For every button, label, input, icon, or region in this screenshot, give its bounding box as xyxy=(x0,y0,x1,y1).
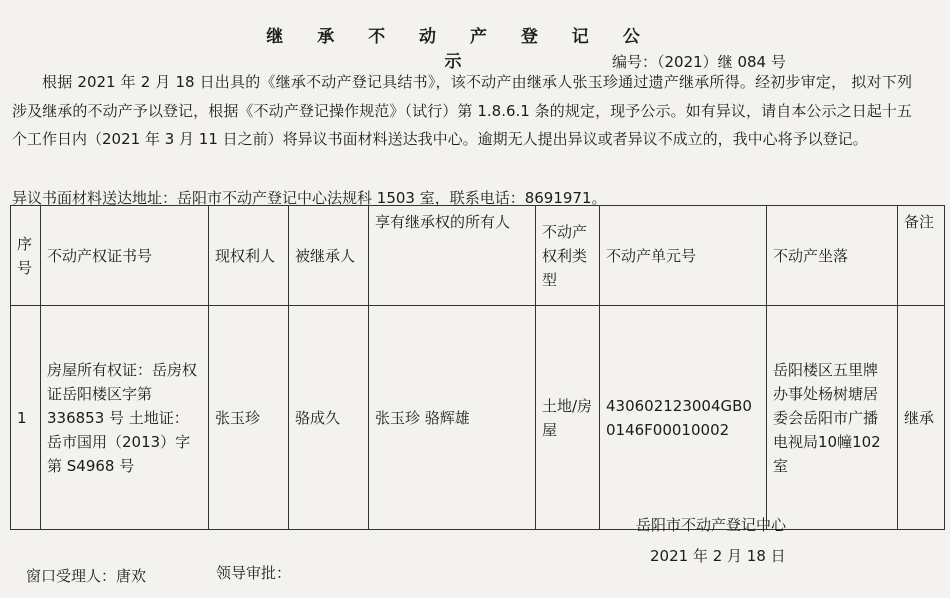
cell-owner: 张玉珍 xyxy=(209,306,289,530)
cell-seq: 1 xyxy=(11,306,41,530)
header-heirs: 享有继承权的所有人 xyxy=(369,206,536,306)
cell-location: 岳阳楼区五里牌办事处杨树塘居委会岳阳市广播电视局10幢102室 xyxy=(767,306,898,530)
header-right-type: 不动产权利类型 xyxy=(536,206,600,306)
header-owner: 现权利人 xyxy=(209,206,289,306)
cell-remark: 继承 xyxy=(898,306,945,530)
objection-address: 异议书面材料送达地址：岳阳市不动产登记中心法规科 1503 室，联系电话：8691971。 xyxy=(12,189,607,207)
header-unit-no: 不动产单元号 xyxy=(600,206,767,306)
registration-table xyxy=(10,205,945,530)
header-remark: 备注 xyxy=(898,206,945,306)
cell-right-type: 土地/房屋 xyxy=(536,306,600,530)
issue-date: 2021 年 2 月 18 日 xyxy=(650,547,786,565)
notice-title: 继 承 不 动 产 登 记 公 示 xyxy=(266,27,654,72)
table-header-row xyxy=(11,206,945,306)
table-row xyxy=(11,306,945,530)
cell-deceased: 骆成久 xyxy=(289,306,369,530)
header-seq: 序号 xyxy=(11,206,41,306)
issuing-organization: 岳阳市不动产登记中心 xyxy=(636,516,787,534)
window-staff: 窗口受理人：唐欢 xyxy=(26,567,147,585)
cell-unit-no: 430602123004GB00146F00010002 xyxy=(600,306,767,530)
notice-paragraph: 根据 2021 年 2 月 18 日出具的《继承不动产登记具结书》，该不动产由继承人张玉珍通过遗产继承所得。经初步审定， 拟对下列涉及继承的不动产予以登记，根据《不动产登记操作规范》（试行）第 1.8.6.1 条的规定，现予公示。如有异议，请自本公示之日起十五个工作日内（2021 年 3 月 11 日之前）将异议书面材料送达我中心。逾期无人提出异议或者异议不成立的，我中心将予以登记。 xyxy=(12,73,912,148)
header-deceased: 被继承人 xyxy=(289,206,369,306)
cell-heirs: 张玉珍 骆辉雄 xyxy=(369,306,536,530)
header-cert-no: 不动产权证书号 xyxy=(41,206,209,306)
document-number: 编号：（2021）继 084 号 xyxy=(612,53,786,71)
header-location: 不动产坐落 xyxy=(767,206,898,306)
cell-cert-no: 房屋所有权证：岳房权证岳阳楼区字第 336853 号 土地证： 岳市国用（2013）字第 S4968 号 xyxy=(41,306,209,530)
leader-approval: 领导审批： xyxy=(216,564,292,582)
